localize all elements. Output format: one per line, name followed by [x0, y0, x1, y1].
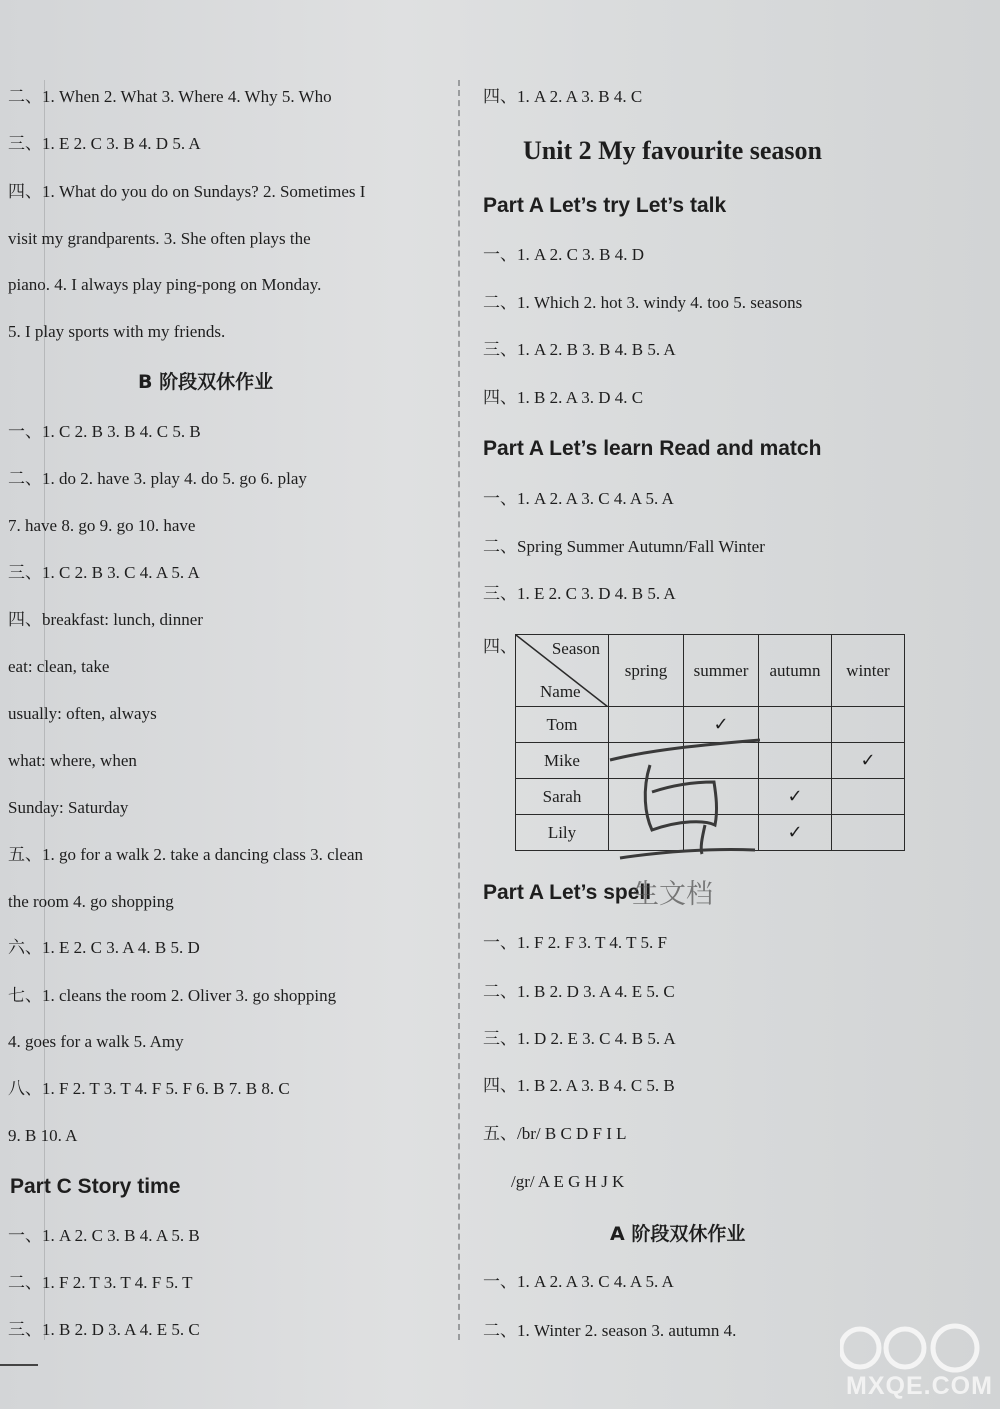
left-section-heading: B 阶段双休作业 — [138, 371, 274, 393]
right-answer-line: 一、1. A 2. A 3. C 4. A 5. A — [483, 489, 674, 508]
left-answer-line: 六、1. E 2. C 3. A 4. B 5. D — [8, 938, 200, 957]
right-answer-line: 四、1. A 2. A 3. B 4. C — [483, 87, 643, 106]
column-divider — [458, 80, 460, 1340]
table-row-name: Tom — [516, 707, 609, 743]
left-section-heading: Part C Story time — [10, 1175, 181, 1198]
left-answer-line: 四、1. What do you do on Sundays? 2. Sometimes I — [8, 182, 366, 201]
right-answer-line: 三、1. D 2. E 3. C 4. B 5. A — [483, 1029, 676, 1048]
left-answer-line: 5. I play sports with my friends. — [8, 322, 226, 341]
table-row-name: Sarah — [516, 779, 609, 815]
right-answer-line: 五、/br/ B C D F I L — [483, 1124, 627, 1143]
right-section-heading: Part A Let’s spell — [483, 881, 652, 904]
check-mark-icon: ✓ — [759, 815, 832, 851]
handwritten-scribble — [590, 720, 760, 870]
right-answer-line: 三、1. E 2. C 3. D 4. B 5. A — [483, 584, 676, 603]
right-answer-line: 三、1. A 2. B 3. B 4. B 5. A — [483, 340, 676, 359]
right-answer-line: 一、1. F 2. F 3. T 4. T 5. F — [483, 933, 667, 952]
right-answer-line: 二、1. Winter 2. season 3. autumn 4. — [483, 1321, 737, 1340]
check-mark-icon: ✓ — [684, 707, 759, 743]
left-answer-line: 7. have 8. go 9. go 10. have — [8, 516, 196, 535]
column-header-spring: spring — [609, 635, 684, 707]
right-answer-line: 二、Spring Summer Autumn/Fall Winter — [483, 537, 765, 556]
table-question-prefix: 四、 — [483, 637, 517, 656]
left-answer-line: usually: often, always — [8, 704, 157, 723]
right-answer-line: 一、1. A 2. C 3. B 4. D — [483, 245, 645, 264]
left-answer-line: 二、1. do 2. have 3. play 4. do 5. go 6. play — [8, 469, 307, 488]
left-answer-line: 一、1. C 2. B 3. B 4. C 5. B — [8, 422, 201, 441]
column-header-summer: summer — [684, 635, 759, 707]
left-answer-line: 三、1. E 2. C 3. B 4. D 5. A — [8, 134, 201, 153]
left-answer-line: 八、1. F 2. T 3. T 4. F 5. F 6. B 7. B 8. C — [8, 1079, 290, 1098]
right-section-heading: Part A Let’s learn Read and match — [483, 437, 822, 460]
page-corner-mark — [0, 1364, 38, 1366]
corner-name-label: Name — [540, 682, 581, 701]
left-answer-line: 七、1. cleans the room 2. Oliver 3. go shopping — [8, 986, 337, 1005]
table-row-name: Mike — [516, 743, 609, 779]
table-cell — [759, 707, 832, 743]
left-answer-line: 五、1. go for a walk 2. take a dancing class 3. clean — [8, 845, 363, 864]
left-answer-line: what: where, when — [8, 751, 137, 770]
watermark-site: MXQE.COM — [846, 1372, 993, 1400]
left-answer-line: 二、1. F 2. T 3. T 4. F 5. T — [8, 1273, 193, 1292]
right-section-heading: A 阶段双休作业 — [610, 1223, 746, 1245]
right-answer-line: 二、1. Which 2. hot 3. windy 4. too 5. seasons — [483, 293, 803, 312]
table-row-name: Lily — [516, 815, 609, 851]
left-answer-line: 二、1. When 2. What 3. Where 4. Why 5. Who — [8, 87, 332, 106]
watermark-logo — [840, 1318, 1000, 1378]
check-mark-icon: ✓ — [832, 743, 905, 779]
table-cell — [832, 815, 905, 851]
column-header-winter: winter — [832, 635, 905, 707]
left-answer-line: 4. goes for a walk 5. Amy — [8, 1032, 184, 1051]
left-answer-line: Sunday: Saturday — [8, 798, 129, 817]
corner-season-label: Season — [551, 639, 600, 658]
left-answer-line: 三、1. B 2. D 3. A 4. E 5. C — [8, 1320, 200, 1339]
right-answer-line: 一、1. A 2. A 3. C 4. A 5. A — [483, 1272, 674, 1291]
right-answer-line: 四、1. B 2. A 3. D 4. C — [483, 388, 644, 407]
table-corner-cell — [516, 635, 609, 707]
table-cell — [759, 743, 832, 779]
right-answer-line: 四、1. B 2. A 3. B 4. C 5. B — [483, 1076, 675, 1095]
stamp-text: 生文档 — [632, 879, 713, 910]
table-cell — [832, 779, 905, 815]
left-answer-line: 一、1. A 2. C 3. B 4. A 5. B — [8, 1226, 200, 1245]
right-section-heading: Part A Let’s try Let’s talk — [483, 194, 727, 217]
left-answer-line: piano. 4. I always play ping-pong on Monday. — [8, 275, 322, 294]
right-answer-line: /gr/ A E G H J K — [511, 1172, 625, 1191]
right-section-heading: Unit 2 My favourite season — [523, 136, 822, 165]
table-cell — [832, 707, 905, 743]
left-answer-line: eat: clean, take — [8, 657, 110, 676]
right-answer-line: 二、1. B 2. D 3. A 4. E 5. C — [483, 982, 675, 1001]
left-answer-line: 9. B 10. A — [8, 1126, 78, 1145]
check-mark-icon: ✓ — [759, 779, 832, 815]
left-answer-line: visit my grandparents. 3. She often plays the — [8, 229, 311, 248]
left-answer-line: 四、breakfast: lunch, dinner — [8, 610, 203, 629]
column-header-autumn: autumn — [759, 635, 832, 707]
left-answer-line: 三、1. C 2. B 3. C 4. A 5. A — [8, 563, 200, 582]
left-answer-line: the room 4. go shopping — [8, 892, 174, 911]
